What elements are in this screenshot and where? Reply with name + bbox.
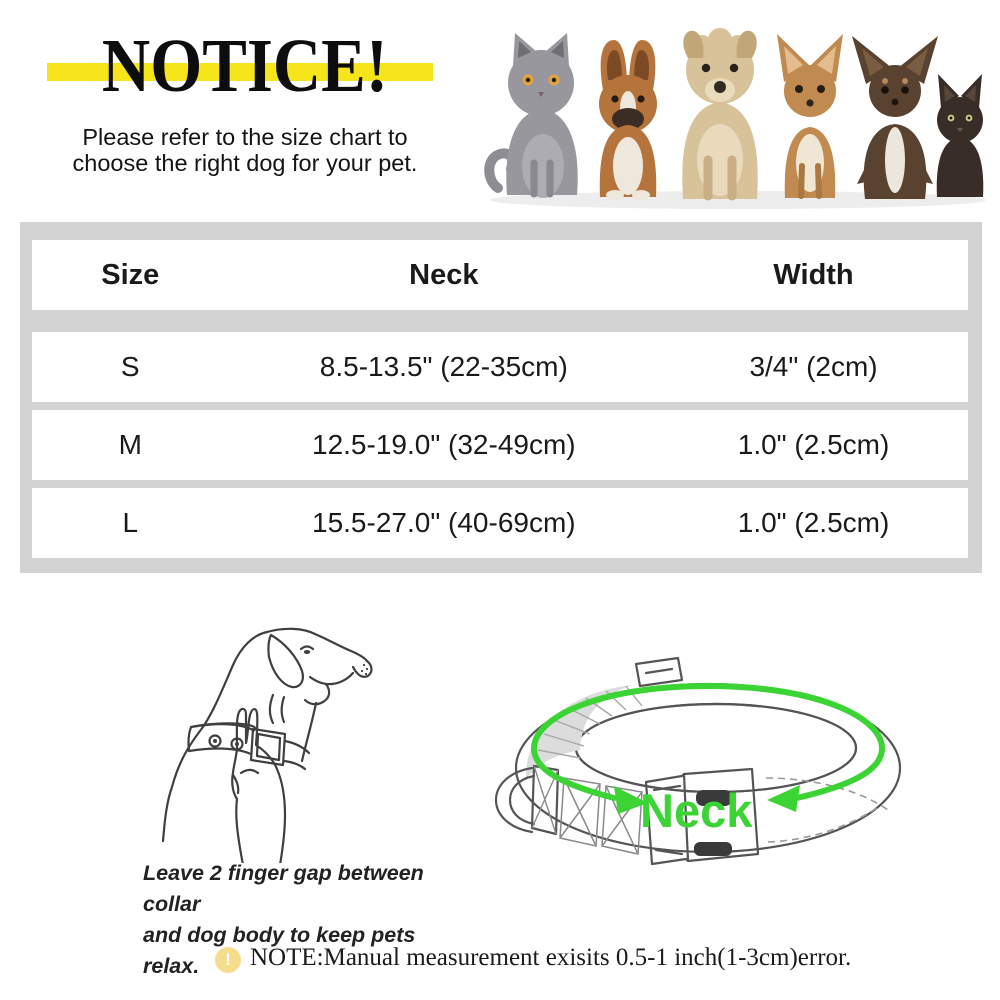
notice-section [25,24,465,208]
cell-width: 1.0" (2.5cm) [737,429,890,460]
size-chart-row-m [32,410,968,480]
column-header-neck: Neck [409,258,479,291]
pets-photo [480,8,1000,214]
size-chart-table [20,222,982,573]
cell-neck: 8.5-13.5" (22-35cm) [319,351,568,382]
fit-tip-line1: Leave 2 finger gap between collar [143,861,424,916]
notice-subtitle-line1: Please refer to the size chart to [82,124,408,150]
cell-neck: 15.5-27.0" (40-69cm) [312,507,576,538]
grey-cat [489,33,577,198]
notice-subtitle [25,124,465,176]
fawn-chihuahua [777,34,843,198]
notice-subtitle-line2: choose the right dog for your pet. [72,150,418,176]
exclamation-icon: ! [215,947,241,973]
cell-size: M [118,429,142,460]
collar-neck-measure-illustration [468,628,970,920]
french-bulldog-puppy [599,40,657,200]
dark-kitten [937,74,984,197]
note-text: NOTE:Manual measurement exisits 0.5-1 inch(1-3cm)error. [250,944,852,971]
size-chart-row-l [32,488,968,558]
size-chart-row-s [32,332,968,402]
column-header-size: Size [101,258,160,291]
fit-tip-line2: and dog body to keep pets relax. [143,923,416,978]
size-chart-header-row [32,240,968,310]
cell-width: 1.0" (2.5cm) [737,507,890,538]
cell-width: 3/4" (2cm) [749,351,878,382]
longhair-chihuahua [852,36,938,199]
cell-neck: 12.5-19.0" (32-49cm) [312,429,576,460]
column-header-width: Width [773,258,854,291]
neck-label: Neck [640,784,753,837]
cell-size: S [120,351,140,382]
notice-title: NOTICE! [101,24,389,108]
collar-fit-illustration [125,603,445,863]
stitch-boxes [560,778,642,854]
wheaten-terrier-puppy [682,28,757,199]
cell-size: L [122,507,139,538]
